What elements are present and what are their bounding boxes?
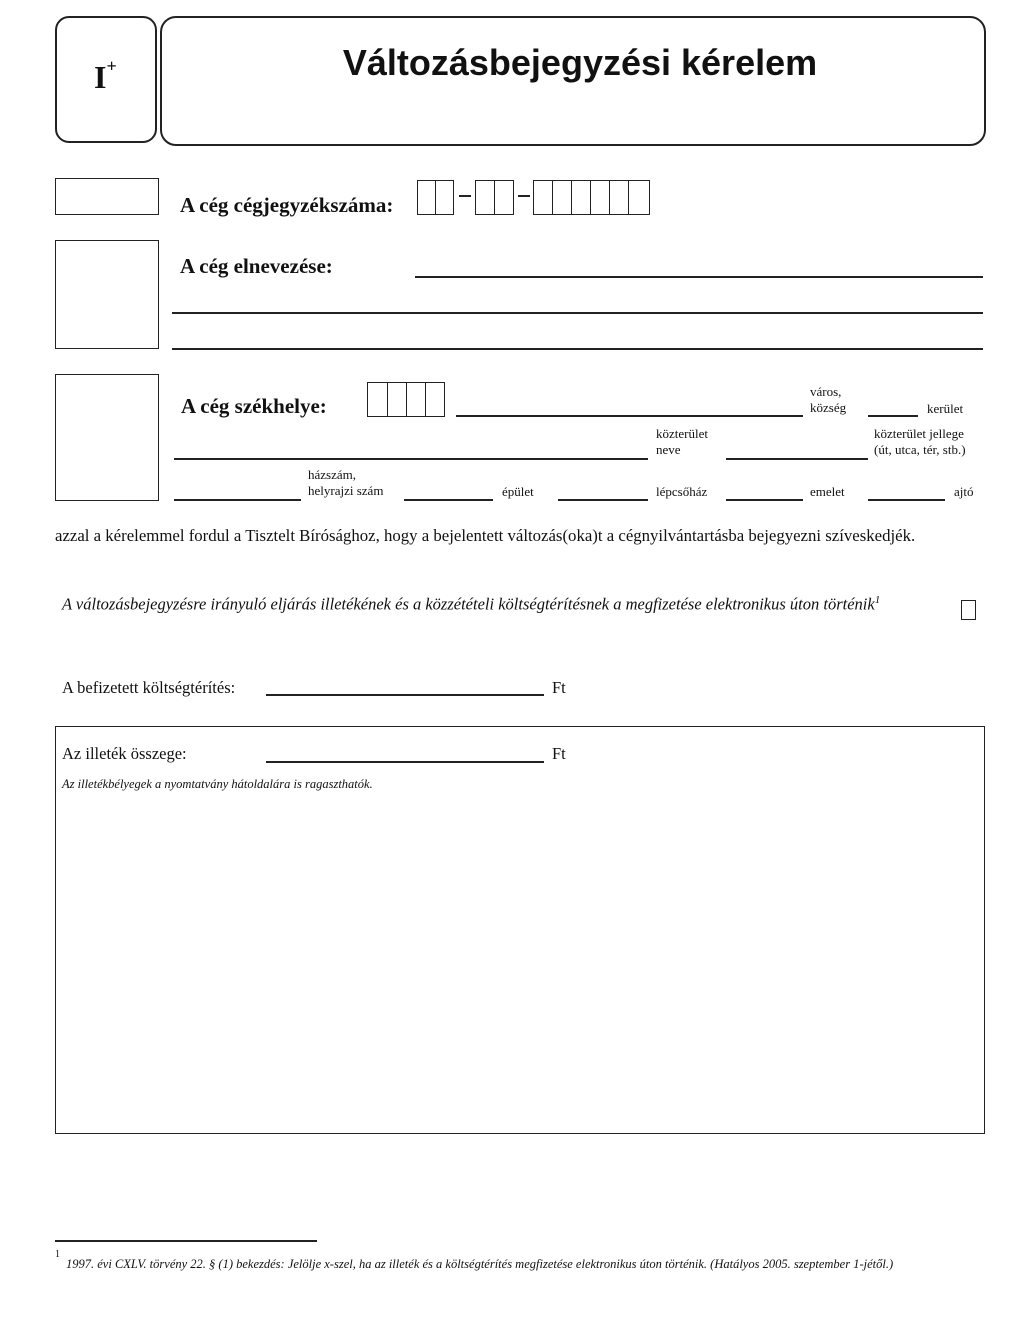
floor-label: emelet (810, 484, 845, 499)
registration-digit-box[interactable] (571, 180, 591, 215)
footnote-rule (55, 1240, 317, 1242)
registration-digit-box[interactable] (494, 180, 514, 215)
postal-code-digit-box[interactable] (367, 382, 388, 417)
district-input-line[interactable] (868, 415, 918, 417)
street-type-input-line[interactable] (726, 458, 868, 460)
form-code: I+ (94, 56, 117, 95)
seat-side-box (55, 374, 159, 501)
electronic-payment-checkbox[interactable] (961, 600, 976, 620)
seat-label: A cég székhelye: (181, 394, 327, 418)
fee-label: Az illeték összege: (62, 744, 187, 763)
door-input-line[interactable] (868, 499, 945, 501)
building-label: épület (502, 484, 534, 499)
registration-digit-box[interactable] (552, 180, 572, 215)
company-name-line-1[interactable] (415, 276, 983, 278)
house-number-label: házszám, helyrajzi szám (308, 467, 384, 498)
floor-input-line[interactable] (726, 499, 803, 501)
city-input-line[interactable] (456, 415, 803, 417)
registration-digit-box[interactable] (435, 180, 454, 215)
separator-dash (518, 195, 530, 197)
postal-code-digit-box[interactable] (387, 382, 407, 417)
postal-code-digit-box[interactable] (406, 382, 426, 417)
footnote-mark: 1 (55, 1249, 60, 1260)
door-label: ajtó (954, 484, 974, 499)
house-number-input-line[interactable] (174, 499, 301, 501)
registration-digit-box[interactable] (628, 180, 650, 215)
street-type-label: közterület jellege (út, utca, tér, stb.) (874, 426, 966, 457)
district-label: kerület (927, 401, 964, 416)
staircase-input-line[interactable] (558, 499, 648, 501)
fee-stamp-note: Az illetékbélyegek a nyomtatvány hátoldalára is ragaszthatók. (62, 777, 373, 791)
electronic-payment-statement: A változásbejegyzésre irányuló eljárás illetékének és a közzétételi költségtérítésnek a megfizetése elektronikus úton történik$^1$ (62, 594, 881, 614)
separator-dash (459, 195, 471, 197)
footnote-text: 1997. évi CXLV. törvény 22. § (1) bekezdés: Jelölje x-szel, ha az illeték és a költségtérítés megfizetése elektronikus úton történik. (Hatályos 2005. szeptember 1-jétől.) (66, 1257, 894, 1271)
registration-digit-box[interactable] (533, 180, 553, 215)
registration-digit-box[interactable] (417, 180, 436, 215)
city-label: város, község (810, 384, 847, 415)
staircase-label: lépcsőház (656, 484, 708, 499)
registration-digit-box[interactable] (609, 180, 629, 215)
fee-unit: Ft (552, 744, 566, 763)
cost-unit: Ft (552, 678, 566, 697)
fee-input-line[interactable] (266, 761, 544, 763)
company-name-label: A cég elnevezése: (180, 254, 333, 278)
request-text: azzal a kérelemmel fordul a Tisztelt Bírósághoz, hogy a bejelentett változás(oka)t a cégnyilvántartásba bejegyezni szíveskedjék. (55, 526, 916, 545)
page-title: Változásbejegyzési kérelem (342, 42, 818, 83)
company-name-line-2[interactable] (172, 312, 983, 314)
postal-code-digit-box[interactable] (425, 382, 445, 417)
building-input-line[interactable] (404, 499, 493, 501)
registration-digit-box[interactable] (475, 180, 495, 215)
company-name-line-3[interactable] (172, 348, 983, 350)
cost-input-line[interactable] (266, 694, 544, 696)
registration-label: A cég cégjegyzékszáma: (180, 193, 394, 217)
cost-label: A befizetett költségtérítés: (62, 678, 236, 697)
registration-digit-box[interactable] (590, 180, 610, 215)
street-name-input-line[interactable] (174, 458, 648, 460)
registration-side-box (55, 178, 159, 215)
company-name-side-box (55, 240, 159, 349)
street-name-label: közterület neve (656, 426, 708, 457)
